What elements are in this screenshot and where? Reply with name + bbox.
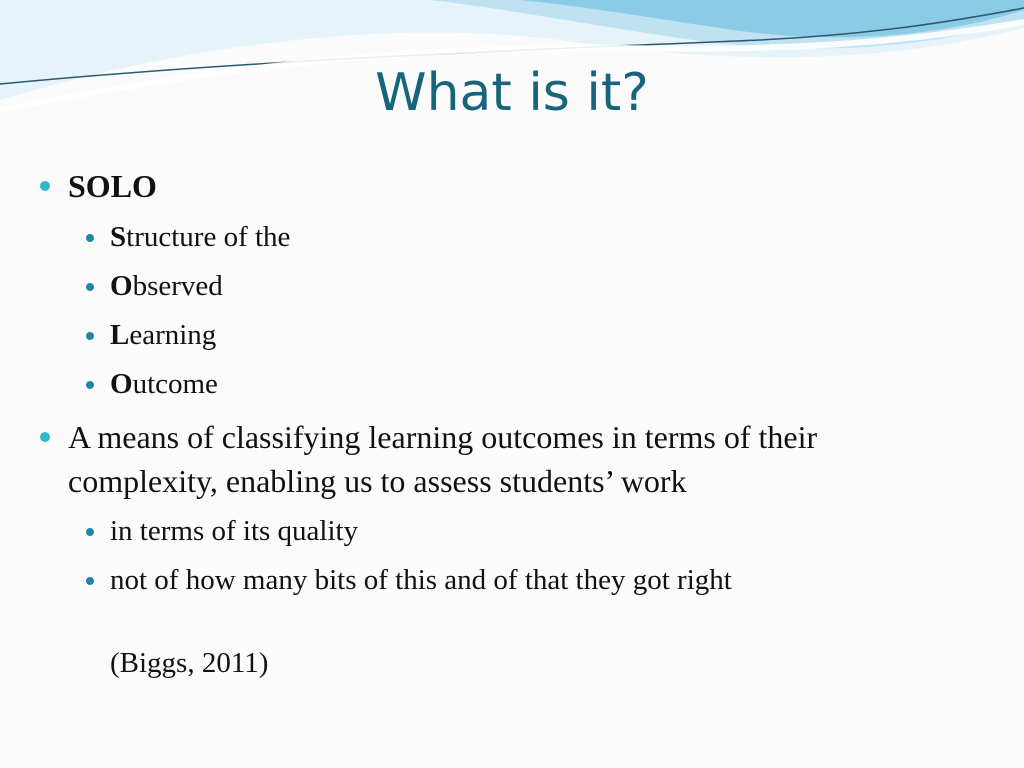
bullet-dot-icon: [40, 432, 50, 442]
bullet-dot-icon: [40, 181, 50, 191]
slide-title: What is it?: [375, 63, 649, 123]
sub-bullet-text: not of how many bits of this and of that they got right: [110, 564, 732, 596]
acronym-word-rest: earning: [129, 319, 217, 351]
acronym-letter: L: [110, 319, 130, 351]
bullet-text: SOLO: [68, 168, 157, 204]
acronym-letter: O: [110, 368, 133, 400]
bullet-text: A means of classifying learning outcomes in terms of their complexity, enabling us to assess students’ work: [68, 419, 818, 499]
acronym-letter: S: [110, 221, 127, 253]
sub-bullet-dot-icon: [86, 234, 94, 242]
citation: (Biggs, 2011): [110, 647, 269, 679]
sub-bullet-dot-icon: [86, 283, 94, 291]
sub-bullet-text: in terms of its quality: [110, 515, 359, 547]
acronym-word-rest: bserved: [132, 270, 223, 302]
acronym-word-rest: tructure of the: [126, 221, 291, 253]
acronym-word-rest: utcome: [132, 368, 218, 400]
sub-bullet-dot-icon: [86, 332, 94, 340]
sub-bullet-dot-icon: [86, 528, 94, 536]
sub-bullet-dot-icon: [86, 381, 94, 389]
acronym-letter: O: [110, 270, 133, 302]
sub-bullet-dot-icon: [86, 577, 94, 585]
